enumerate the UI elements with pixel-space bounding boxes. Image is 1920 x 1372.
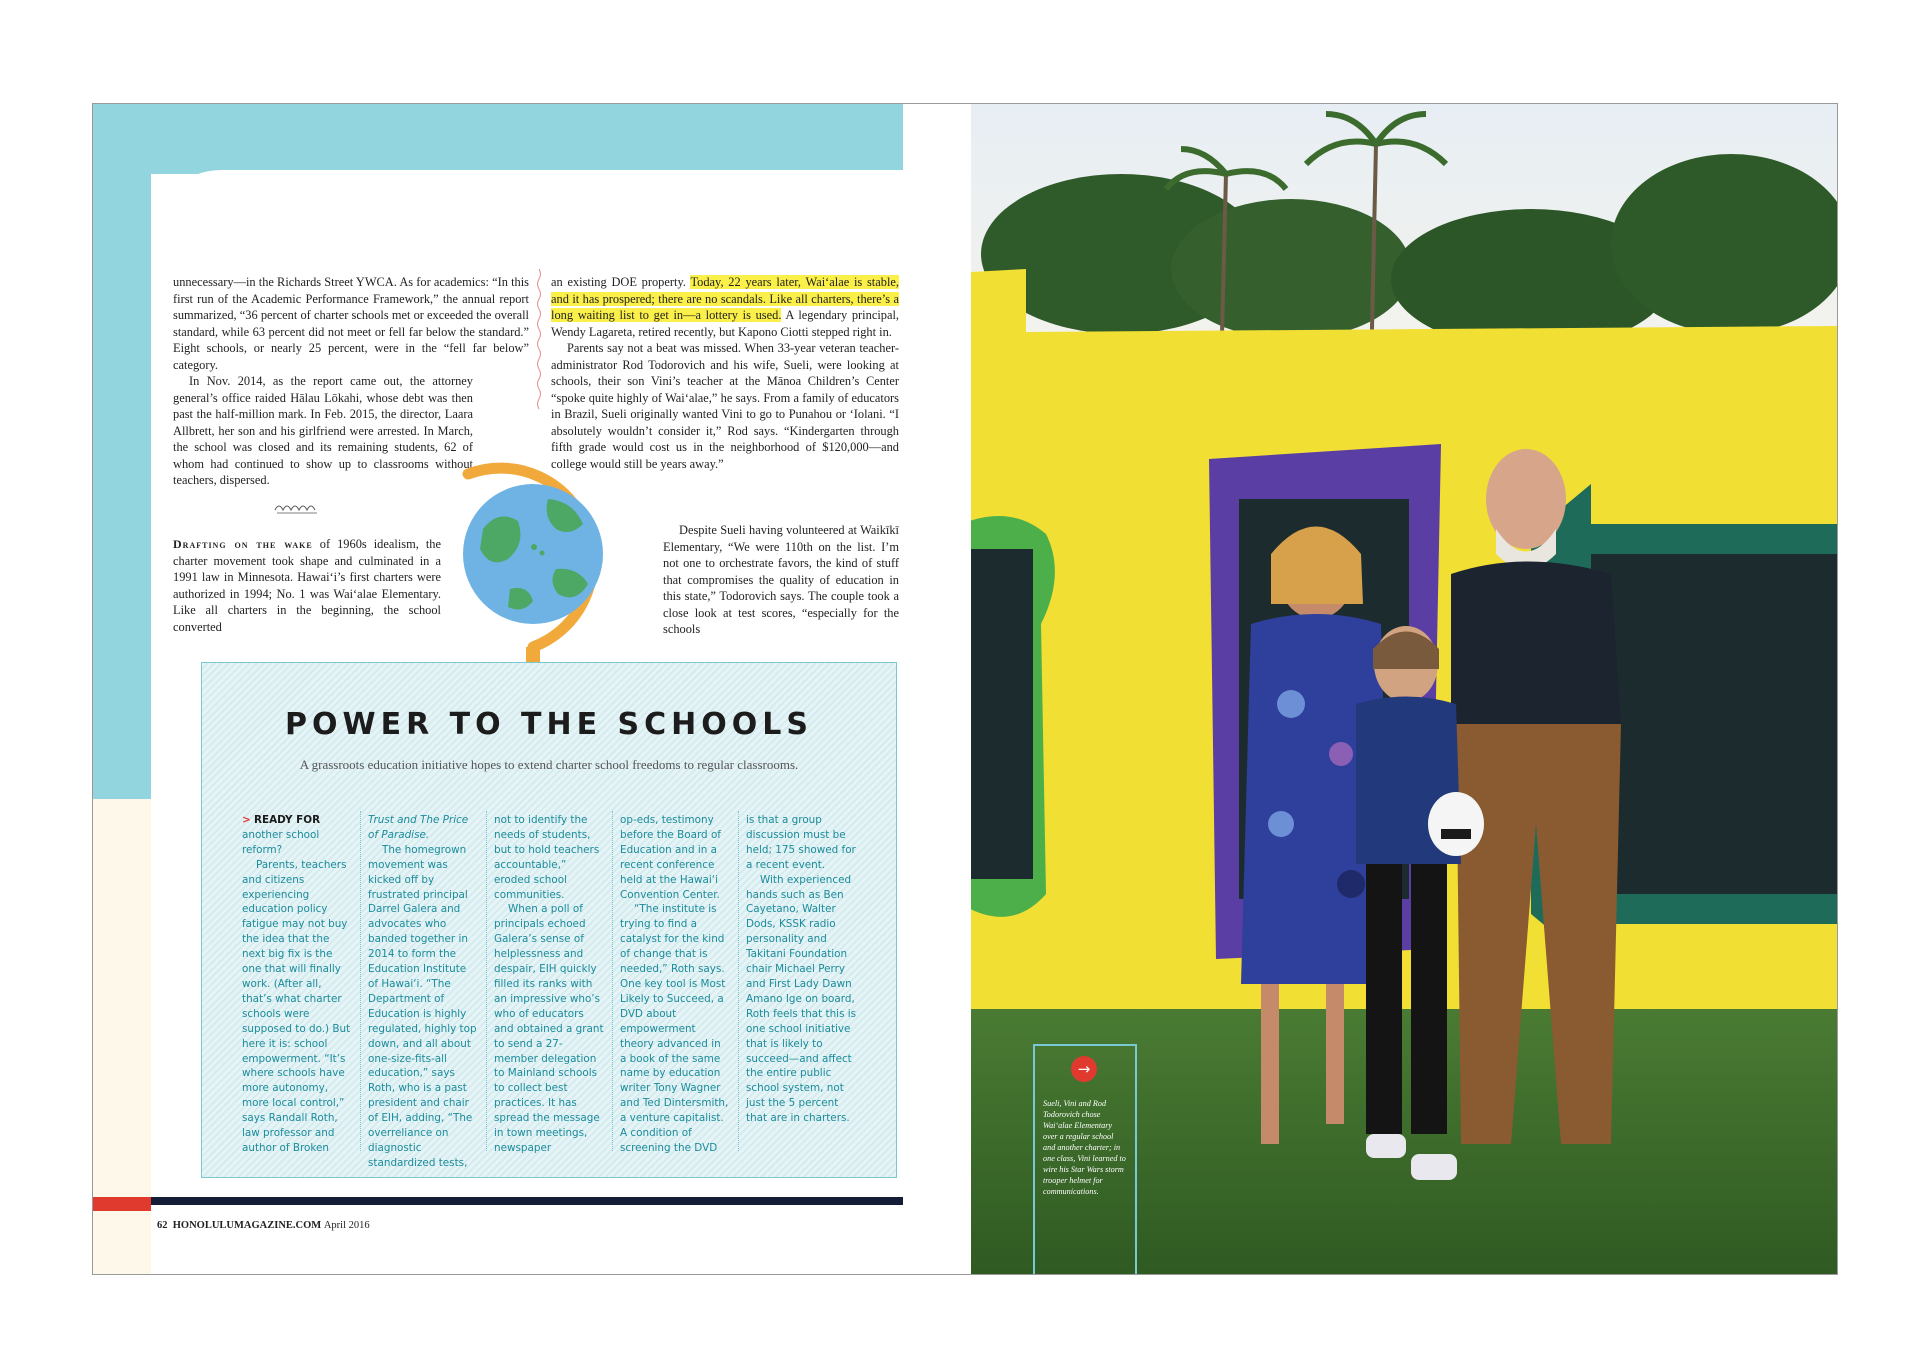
paragraph: When a poll of principals echoed Galera’s sense of helplessness and despair, EIH quickly filled its ranks with an impressive who’s who of educators and obtained a grant to send a 27-member delegation to Mainland schools to collect best practices. It has spread the message in town meetings, newspaper bbox=[494, 903, 604, 1154]
paragraph: another school reform? bbox=[242, 828, 320, 856]
paragraph: “The institute is trying to find a catalyst for the kind of change that is needed,” Roth says. One key tool is Most Likely to Succeed, a DVD about empowerment theory advanced in a book of the same name by education writer Tony Wagner and Ted Dintersmith, a venture capitalist. A condition of screening the DVD bbox=[620, 903, 729, 1154]
article-section bbox=[173, 536, 441, 635]
sidebar-column-3 bbox=[494, 813, 604, 1156]
ready-label: READY FOR bbox=[254, 814, 321, 826]
paragraph: is that a group discussion must be held; 175 showed for a recent event. bbox=[746, 814, 856, 871]
section-body: of 1960s idealism, the charter movement took shape and culminated in a 1991 law in Minnesota. Hawai‘i’s first charters were authorized in 1994; No. 1 was Wai‘alae Elementary. Like all charters in the beginning, the school converted bbox=[173, 537, 441, 634]
paragraph: Parents say not a beat was missed. When 33-year veteran teacher-administrator Rod Todorovich and his wife, Sueli, were looking at schools, their son Vini’s teacher at the Mānoa Children’s Center “spoke quite highly of Wai‘alae,” he says. From a family of educators in Brazil, Sueli originally wanted Vini to go to Punahou or ‘Iolani. “I absolutely wouldn’t consider it,” Rod says. “Kindergarten through fifth grade would cost us in the neighborhood of $120,000—and college would still be years away.” bbox=[551, 341, 899, 471]
paragraph: op-eds, testimony before the Board of Education and in a recent conference held at the Hawai‘i Convention Center. bbox=[620, 814, 721, 901]
sidebar-column-4 bbox=[620, 813, 730, 1156]
page-folio bbox=[157, 1220, 370, 1231]
sidebar-column-1 bbox=[242, 813, 352, 1156]
sidebar-title: POWER TO THE SCHOOLS bbox=[285, 707, 813, 742]
sidebar-column-5 bbox=[746, 813, 858, 1126]
section-lead: Drafting on the wake bbox=[173, 537, 313, 551]
text-run: A legendary principal, Wendy Lagareta, retired recently, but Kapono Ciotti stepped right in. bbox=[551, 308, 899, 339]
article-column-2 bbox=[551, 274, 899, 472]
paragraph: With experienced hands such as Ben Cayetano, Walter Dods, KSSK radio personality and Takitani Foundation chair Michael Perry and First Lady Dawn Amano Ige on board, Roth feels that this is one school initiative that is likely to succeed—and affect the entire public school system, not just the 5 percent that are in charters. bbox=[746, 873, 857, 1125]
article-column-2-continued bbox=[663, 522, 899, 638]
ornament-icon bbox=[273, 500, 319, 516]
teal-side-band bbox=[93, 104, 151, 799]
sidebar-divider bbox=[486, 811, 487, 1151]
photo-caption: Sueli, Vini and Rod Todorovich chose Wai‘alae Elementary over a regular school and another charter; in one class, Vini learned to wire his Star Wars storm trooper helmet for communications. bbox=[1043, 1099, 1126, 1196]
arrow-right-icon: → bbox=[1071, 1056, 1097, 1082]
sidebar-divider bbox=[360, 811, 361, 1151]
photo-caption-box bbox=[1033, 1044, 1137, 1274]
sidebar-column-2 bbox=[368, 813, 478, 1171]
page-number: 62 bbox=[157, 1220, 168, 1231]
paragraph: Trust and The Price of Paradise. bbox=[368, 814, 469, 841]
text-run: an existing DOE property. bbox=[551, 275, 691, 289]
highlighted-text: Today, 22 years later, Wai‘alae is stable, and it has prospered; there are no scandals. Like all charters, there’s a long waiting list to get in—a lottery is used. bbox=[551, 275, 899, 322]
teal-header-band bbox=[93, 104, 903, 174]
left-page bbox=[93, 104, 953, 1274]
paragraph: unnecessary—in the Richards Street YWCA. As for academics: “In this first run of the Academic Performance Framework,” the annual report summarized, “36 percent of charter schools met or exceeded the overall standard, while 63 percent did not meet or fell far below the standard.” Eight schools, or nearly 25 percent, were in the “fell far below” category. bbox=[173, 275, 529, 372]
paragraph: The homegrown movement was kicked off by frustrated principal Darrel Galera and advocates who banded together in 2014 to form the Education Institute of Hawai‘i. “The Department of Education is highly regulated, highly top down, and all about one-size-fits-all education,” says Roth, who is a past president and chair of EIH, adding, “The overreliance on diagnostic standardized tests, bbox=[368, 843, 477, 1169]
paragraph: Parents, teachers and citizens experiencing education policy fatigue may not buy the idea that the next big fix is the one that will finally work. (After all, that’s what charter schools were supposed to do.) But here it is: school empowerment. “It’s where schools have more autonomy, more local control,” says Randall Roth, law professor and author of Broken bbox=[242, 858, 351, 1154]
right-page-photo bbox=[971, 104, 1837, 1274]
paragraph: not to identify the needs of students, but to hold teachers accountable,” eroded school communities. bbox=[494, 814, 600, 901]
sidebar-dek: A grassroots education initiative hopes to extend charter school freedoms to regular classrooms. bbox=[299, 757, 799, 772]
magazine-spread bbox=[92, 103, 1838, 1275]
sidebar-divider bbox=[738, 811, 739, 1151]
footer-red-bar bbox=[93, 1197, 151, 1211]
footer-navy-bar bbox=[151, 1197, 903, 1205]
paragraph: In Nov. 2014, as the report came out, the attorney general’s office raided Hālau Lōkahi, whose debt was then past the half-million mark. In Feb. 2015, the director, Laara Allbrett, her son and his girlfriend were arrested. In March, the school was closed and its remaining students, 62 of whom had continued to show up to classrooms without teachers, dispersed. bbox=[173, 374, 473, 487]
sidebar-divider bbox=[612, 811, 613, 1151]
chevron-right-icon: > bbox=[242, 814, 251, 826]
issue-date: April 2016 bbox=[323, 1220, 370, 1231]
sidebar-box bbox=[201, 662, 897, 1178]
magazine-url: HONOLULUMAGAZINE.COM bbox=[172, 1220, 322, 1231]
paragraph: Despite Sueli having volunteered at Waikīkī Elementary, “We were 110th on the list. I’m not one to orchestrate favors, the kind of stuff that compromises the quality of education in this state,” Todorovich says. The couple took a close look at test scores, “especially for the schools bbox=[663, 523, 899, 636]
